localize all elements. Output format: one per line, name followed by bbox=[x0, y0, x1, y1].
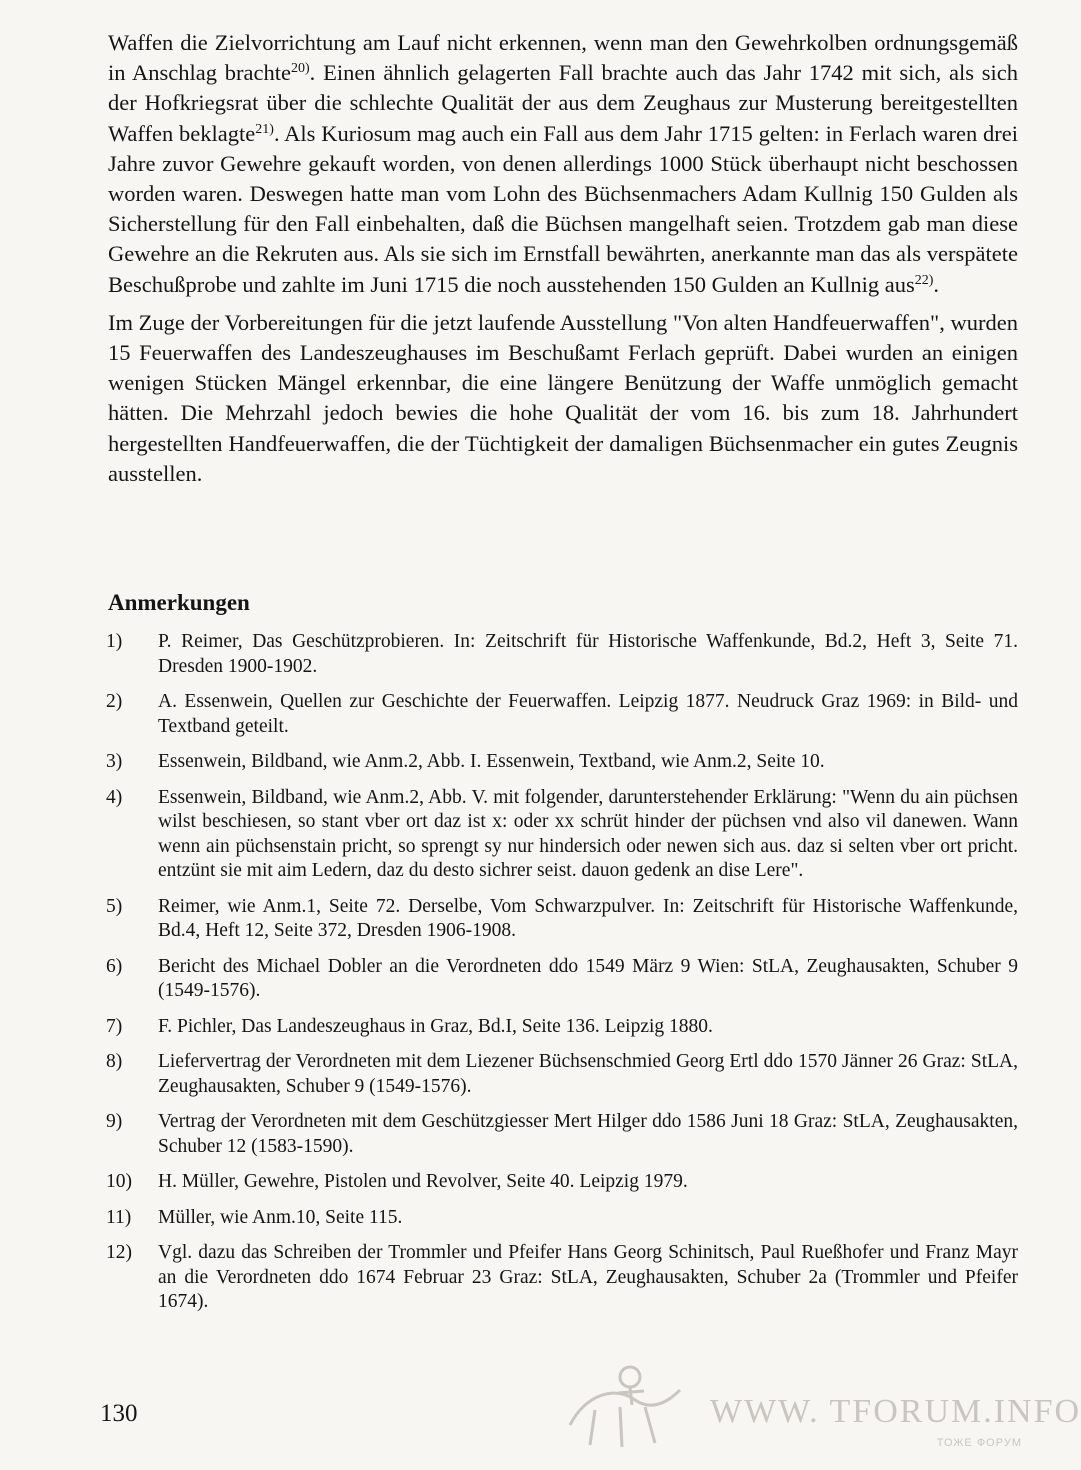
note-number: 12) bbox=[106, 1242, 132, 1263]
note-number: 2) bbox=[106, 691, 123, 712]
note-text: F. Pichler, Das Landeszeughaus in Graz, Bd.I, Seite 136. Leipzig 1880. bbox=[158, 1015, 713, 1037]
watermark-tagline: ТОЖЕ ФОРУМ bbox=[936, 1437, 1022, 1449]
note-text: Müller, wie Anm.10, Seite 115. bbox=[158, 1206, 403, 1228]
note-number: 6) bbox=[106, 955, 123, 977]
note-number: 11) bbox=[106, 1206, 132, 1228]
note-item bbox=[106, 1170, 1018, 1195]
note-number: 3) bbox=[106, 751, 123, 772]
note-item bbox=[106, 955, 1018, 1004]
notes-list bbox=[106, 630, 1018, 1326]
note-text: P. Reimer, Das Geschützprobieren. In: Zeitschrift für Historische Waffenkunde, Bd.2, Heft 3, Seite 71. Dresden 1900-1902. bbox=[158, 631, 1018, 677]
note-text: Vgl. dazu das Schreiben der Trommler und Pfeifer Hans Georg Schinitsch, Paul Rueßhofer und Franz Mayr an die Verordneten ddo 1674 Februar 23 Graz: StLA, Zeughausakten, Schuber 2a (Trommler und Pfeifer 1674). bbox=[158, 1242, 1018, 1312]
watermark bbox=[560, 1355, 1081, 1455]
note-number: 5) bbox=[106, 895, 123, 917]
note-number: 9) bbox=[106, 1111, 123, 1132]
note-text: Essenwein, Bildband, wie Anm.2, Abb. V. mit folgender, darunterstehender Erklärung: "Wenn du ain püchsen wilst beschiesen, so stant vber ort daz ist x: oder xx schrüt hinder der püchsen vnd also vil danewen. Wann wenn ain püchsenstain pricht, so sprengt sy nur hindersich oder newen sich aus. daz si selten vber ort pricht. entzünt sie mit aim Ledern, daz du desto sichrer seist. dauon gedenk an dise Lere". bbox=[158, 786, 1018, 881]
note-item bbox=[106, 895, 1018, 944]
footnote-ref-21: 21) bbox=[255, 121, 274, 137]
notes-heading: Anmerkungen bbox=[108, 590, 250, 615]
watermark-text: WWW. TFORUM.INFO bbox=[710, 1393, 1081, 1430]
note-item bbox=[106, 1241, 1018, 1315]
note-text: Essenwein, Bildband, wie Anm.2, Abb. I. Essenwein, Textband, wie Anm.2, Seite 10. bbox=[158, 751, 825, 772]
paragraph-1: Waffen die Zielvorrichtung am Lauf nicht erkennen, wenn man den Gewehrkolben ordnungsgemäß in Anschlag brachte$^{20)}$. Einen ähnlich gelagerten Fall brachte auch das Jahr 1742 mit sich, als sich der Hofkriegsrat über die schlechte Qualität der aus dem Zeughaus zur Musterung bereitgestellten Waffen beklagte$^{21)}$. Als Kuriosum mag auch ein Fall aus dem Jahr 1715 gelten: in Ferlach waren drei Jahre zuvor Gewehre gekauft worden, von denen allerdings 1000 Stück überhaupt nicht beschossen worden waren. Deswegen hatte man vom Lohn des Büchsenmachers Adam Kullnig 150 Gulden als Sicherstellung für den Fall einbehalten, daß die Büchsen mangelhaft seien. Trotzdem gab man diese Gewehre an die Rekruten aus. Als sie sich im Ernstfall bewährten, anerkannte man das als verspätete Beschußprobe und zahlte im Juni 1715 die noch ausstehenden 150 Gulden an Kullnig aus$^{22)}$. bbox=[108, 30, 1018, 297]
note-item bbox=[106, 750, 1018, 775]
page-number: 130 bbox=[100, 1400, 138, 1427]
paragraph-2: Im Zuge der Vorbereitungen für die jetzt laufende Ausstellung "Von alten Handfeuerwaffen", wurden 15 Feuerwaffen des Landeszeughauses im Beschußamt Ferlach geprüft. Dabei wurden an einigen wenigen Stücken Mängel erkennbar, die eine längere Benützung der Waffe unmöglich gemacht hätten. Die Mehrzahl jedoch bewies die hohe Qualität der vom 16. bis zum 18. Jahrhundert hergestellten Handfeuerwaffen, die der Tüchtigkeit der damaligen Büchsenmacher ein gutes Zeugnis ausstellen. bbox=[108, 309, 1018, 486]
note-item bbox=[106, 786, 1018, 884]
note-number: 8) bbox=[106, 1051, 123, 1072]
note-item bbox=[106, 1110, 1018, 1159]
note-number: 7) bbox=[106, 1015, 123, 1037]
note-text: H. Müller, Gewehre, Pistolen und Revolver, Seite 40. Leipzig 1979. bbox=[158, 1171, 688, 1192]
footnote-ref-22: 22) bbox=[914, 272, 934, 288]
note-item bbox=[106, 1206, 1018, 1231]
note-text: Reimer, wie Anm.1, Seite 72. Derselbe, Vom Schwarzpulver. In: Zeitschrift für Historische Waffenkunde, Bd.4, Heft 12, Seite 372, Dresden 1906-1908. bbox=[158, 895, 1018, 941]
note-number: 4) bbox=[106, 786, 123, 808]
footnote-ref-20: 20) bbox=[291, 61, 310, 77]
body-text bbox=[108, 28, 1018, 497]
note-item bbox=[106, 630, 1018, 679]
note-item bbox=[106, 1015, 1018, 1040]
horse-rider-logo-icon bbox=[560, 1355, 700, 1455]
note-text: Liefervertrag der Verordneten mit dem Liezener Büchsenschmied Georg Ertl ddo 1570 Jänner 26 Graz: StLA, Zeughausakten, Schuber 9 (1549-1576). bbox=[158, 1051, 1018, 1097]
note-item bbox=[106, 690, 1018, 739]
note-text: Bericht des Michael Dobler an die Verordneten ddo 1549 März 9 Wien: StLA, Zeughausakten, Schuber 9 (1549-1576). bbox=[158, 955, 1018, 1001]
note-number: 10) bbox=[106, 1171, 132, 1192]
note-number: 1) bbox=[106, 631, 123, 652]
note-text: Vertrag der Verordneten mit dem Geschützgiesser Mert Hilger ddo 1586 Juni 18 Graz: StLA, Zeughausakten, Schuber 12 (1583-1590). bbox=[158, 1111, 1018, 1157]
note-item bbox=[106, 1050, 1018, 1099]
note-text: A. Essenwein, Quellen zur Geschichte der Feuerwaffen. Leipzig 1877. Neudruck Graz 1969: in Bild- und Textband geteilt. bbox=[158, 691, 1018, 737]
